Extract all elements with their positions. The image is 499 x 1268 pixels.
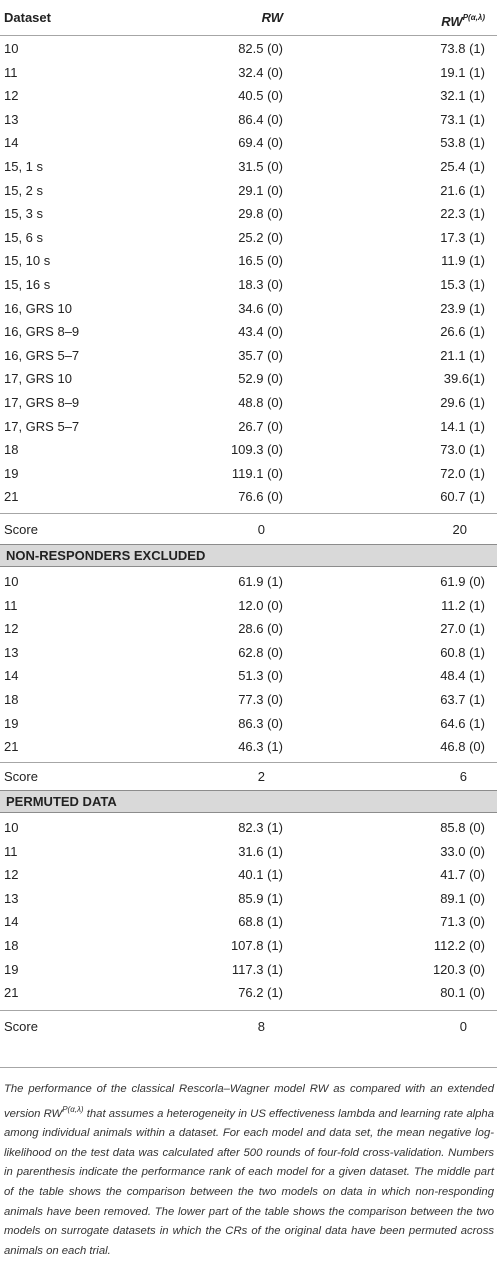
cell-dataset: 17, GRS 5–7 — [4, 418, 80, 434]
score3-rule — [0, 1010, 497, 1011]
table-row — [0, 85, 497, 106]
table-row — [0, 274, 497, 295]
cell-rw: 34.6 (0) — [238, 300, 283, 316]
table-row — [0, 463, 497, 484]
cell-rw-extended: 20 — [452, 522, 467, 537]
cell-rw: 0 — [257, 522, 265, 537]
cell-rw-extended: 25.4 (1) — [440, 159, 485, 174]
cell-rw: 68.8 (1) — [238, 914, 283, 930]
cell-rw: 2 — [257, 769, 265, 784]
cell-dataset: 17, GRS 8–9 — [4, 395, 80, 410]
cell-rw-extended: 33.0 (0) — [440, 843, 485, 859]
cell-rw: 26.7 (0) — [238, 418, 283, 434]
score1-rule — [0, 513, 497, 514]
cell-rw: 25.2 (0) — [238, 229, 283, 245]
cell-rw: 62.8 (0) — [238, 644, 283, 660]
header-rw: RW — [261, 10, 283, 25]
cell-dataset: 15, 1 s — [4, 159, 44, 174]
table-row — [0, 982, 497, 1003]
cell-rw-extended: 11.9 (1) — [441, 253, 485, 269]
table-row — [0, 439, 497, 460]
header-rw-extended: $RW^{P(\alpha,\lambda)}$ — [441, 13, 485, 29]
cell-rw: 86.3 (0) — [238, 715, 283, 731]
cell-rw-extended: 46.8 (0) — [440, 739, 485, 755]
cell-rw: 76.2 (1) — [238, 985, 283, 1001]
cell-dataset: 21 — [4, 489, 19, 505]
cell-dataset: 19 — [4, 465, 19, 481]
table-row — [0, 416, 497, 437]
cell-rw-extended: 29.6 (1) — [440, 395, 485, 410]
table-row — [0, 38, 497, 59]
cell-rw-extended: 112.2 (0) — [433, 938, 485, 953]
cell-rw: 31.5 (0) — [238, 159, 283, 174]
cell-rw: 31.6 (1) — [238, 843, 283, 859]
cell-dataset: 16, GRS 8–9 — [4, 324, 80, 340]
cell-rw: 69.4 (0) — [238, 135, 283, 151]
section-title-nonresponders: NON-RESPONDERS EXCLUDED — [6, 548, 206, 563]
cell-rw-extended: 89.1 (0) — [440, 890, 485, 906]
cell-rw-extended: 32.1 (1) — [440, 88, 485, 104]
cell-dataset: 21 — [4, 739, 19, 755]
cell-dataset: 15, 3 s — [4, 206, 44, 222]
cell-rw: 76.6 (0) — [238, 489, 283, 505]
cell-dataset: 11 — [4, 597, 18, 613]
cell-rw-extended: 6 — [459, 769, 467, 784]
section-band-nonresponders — [0, 544, 497, 567]
table-row — [0, 888, 497, 909]
cell-rw-extended: 71.3 (0) — [440, 914, 485, 930]
cell-rw-extended: 80.1 (0) — [440, 985, 485, 1001]
table-row — [0, 132, 497, 153]
table-row — [0, 618, 497, 639]
header-rule — [0, 35, 497, 36]
cell-rw-extended: 73.1 (1) — [440, 111, 485, 127]
cell-rw-extended: 64.6 (1) — [440, 715, 485, 731]
cell-rw: 82.5 (0) — [238, 41, 283, 56]
cell-dataset: 15, 6 s — [4, 229, 44, 245]
cell-rw-extended: 39.6(1) — [443, 371, 485, 387]
cell-rw: 29.1 (0) — [238, 182, 283, 198]
cell-rw: 86.4 (0) — [238, 111, 283, 127]
cell-dataset: Score — [4, 1019, 38, 1034]
cell-rw: 32.4 (0) — [238, 64, 283, 80]
cell-rw: 85.9 (1) — [238, 890, 283, 906]
table-row — [0, 665, 497, 686]
cell-dataset: 15, 16 s — [4, 277, 51, 292]
cell-dataset: 10 — [4, 574, 19, 589]
cell-rw-extended: 15.3 (1) — [440, 277, 485, 292]
cell-dataset: 14 — [4, 668, 19, 684]
cell-rw: 46.3 (1) — [238, 739, 283, 755]
cell-rw-extended: 63.7 (1) — [440, 692, 485, 707]
cell-rw-extended: 19.1 (1) — [440, 64, 485, 80]
cell-rw-extended: 41.7 (0) — [440, 867, 485, 883]
cell-rw-extended: 27.0 (1) — [440, 621, 485, 637]
table-row — [0, 109, 497, 130]
cell-dataset: 10 — [4, 820, 19, 835]
cell-rw: 109.3 (0) — [230, 442, 283, 458]
cell-rw-extended: 0 — [459, 1019, 467, 1034]
cell-rw-extended: 23.9 (1) — [440, 300, 485, 316]
score-row — [0, 1016, 497, 1037]
section-band-permuted — [0, 790, 497, 813]
cell-rw: 40.5 (0) — [238, 88, 283, 104]
cell-dataset: Score — [4, 522, 38, 537]
table-row — [0, 817, 497, 838]
cell-rw: 35.7 (0) — [238, 347, 283, 363]
cell-rw: 107.8 (1) — [230, 938, 283, 953]
table-row — [0, 298, 497, 319]
cell-dataset: 11 — [4, 843, 18, 859]
cell-rw-extended: 73.0 (1) — [440, 442, 485, 458]
table-row — [0, 642, 497, 663]
cell-dataset: 13 — [4, 890, 19, 906]
cell-dataset: 12 — [4, 867, 19, 883]
table-row — [0, 180, 497, 201]
cell-dataset: 12 — [4, 88, 19, 104]
cell-dataset: 11 — [4, 64, 18, 80]
table-row — [0, 203, 497, 224]
cell-rw-extended: 72.0 (1) — [440, 465, 485, 481]
cell-dataset: 15, 2 s — [4, 182, 44, 198]
table-row — [0, 864, 497, 885]
cell-rw-extended: 21.1 (1) — [440, 347, 485, 363]
cell-dataset: 18 — [4, 938, 19, 953]
cell-rw-extended: 73.8 (1) — [440, 41, 485, 56]
table-row — [0, 935, 497, 956]
cell-rw-extended: 11.2 (1) — [441, 597, 485, 613]
cell-rw: 48.8 (0) — [238, 395, 283, 410]
cell-rw-extended: 60.7 (1) — [440, 489, 485, 505]
table-row — [0, 156, 497, 177]
cell-rw-extended: 85.8 (0) — [440, 820, 485, 835]
table-header-row — [0, 7, 497, 28]
cell-rw: 12.0 (0) — [238, 597, 283, 613]
cell-dataset: 18 — [4, 442, 19, 458]
cell-dataset: 14 — [4, 135, 19, 151]
cell-rw: 28.6 (0) — [238, 621, 283, 637]
cell-dataset: 16, GRS 5–7 — [4, 347, 80, 363]
table-row — [0, 321, 497, 342]
score-row — [0, 519, 497, 540]
cell-rw-extended: 60.8 (1) — [440, 644, 485, 660]
cell-dataset: 15, 10 s — [4, 253, 51, 269]
table-row — [0, 689, 497, 710]
table-row — [0, 62, 497, 83]
cell-rw-extended: 53.8 (1) — [440, 135, 485, 151]
cell-rw: 16.5 (0) — [238, 253, 283, 269]
cell-rw-extended: 21.6 (1) — [440, 182, 485, 198]
score2-rule — [0, 762, 497, 763]
table-caption: The performance of the classical Rescorla–Wagner model RW as compared with an extended version $RW^{P(\alpha,\lambda)}$ that assumes a heterogeneity in US effectiveness lambda and learning rate alpha among individual animals within a dataset. For each model and data set, the mean negative log-likelihood on the test data was calculated after 500 rounds of four-fold cross-validation. Numbers in parenthesis indicate the performance rank of each model for a given dataset. The middle part of the table shows the comparison between the two models on data in which non-responding animals have been removed. The lower part of the table shows the comparison between the two models on surrogate datasets in which the CRs of the original data have been permuted across animals on each trial. — [4, 1083, 494, 1257]
cell-rw: 29.8 (0) — [238, 206, 283, 222]
cell-rw: 51.3 (0) — [238, 668, 283, 684]
table-row — [0, 250, 497, 271]
section-title-permuted: PERMUTED DATA — [6, 794, 117, 809]
table-row — [0, 571, 497, 592]
table-row — [0, 368, 497, 389]
cell-rw-extended: 22.3 (1) — [440, 206, 485, 222]
cell-dataset: 14 — [4, 914, 19, 930]
cell-dataset: 13 — [4, 644, 19, 660]
cell-rw-extended: 61.9 (0) — [440, 574, 485, 589]
score-row — [0, 766, 497, 787]
table-row — [0, 595, 497, 616]
cell-rw: 61.9 (1) — [238, 574, 283, 589]
cell-rw: 77.3 (0) — [238, 692, 283, 707]
table-row — [0, 486, 497, 507]
cell-rw: 43.4 (0) — [238, 324, 283, 340]
cell-rw-extended: 26.6 (1) — [440, 324, 485, 340]
cell-dataset: 17, GRS 10 — [4, 371, 72, 387]
table-row — [0, 392, 497, 413]
cell-dataset: 21 — [4, 985, 19, 1001]
cell-rw: 119.1 (0) — [231, 465, 283, 481]
table-row — [0, 345, 497, 366]
table-row — [0, 713, 497, 734]
cell-rw: 82.3 (1) — [238, 820, 283, 835]
header-dataset: Dataset — [4, 10, 51, 25]
cell-dataset: 18 — [4, 692, 19, 707]
cell-dataset: 16, GRS 10 — [4, 300, 72, 316]
cell-rw-extended: 120.3 (0) — [432, 961, 485, 977]
cell-rw-extended: 14.1 (1) — [440, 418, 485, 434]
cell-rw: 40.1 (1) — [238, 867, 283, 883]
cell-dataset: 10 — [4, 41, 19, 56]
cell-dataset: 19 — [4, 961, 19, 977]
table-row — [0, 911, 497, 932]
table-row — [0, 959, 497, 980]
cell-rw: 18.3 (0) — [238, 277, 283, 292]
cell-rw: 117.3 (1) — [231, 961, 283, 977]
cell-dataset: 12 — [4, 621, 19, 637]
cell-dataset: Score — [4, 769, 38, 784]
cell-rw: 8 — [257, 1019, 265, 1034]
cell-rw-extended: 17.3 (1) — [440, 229, 485, 245]
table-row — [0, 227, 497, 248]
cell-rw: 52.9 (0) — [238, 371, 283, 387]
table-row — [0, 841, 497, 862]
cell-dataset: 13 — [4, 111, 19, 127]
cell-rw-extended: 48.4 (1) — [440, 668, 485, 684]
table-bottom-rule — [0, 1067, 497, 1068]
cell-dataset: 19 — [4, 715, 19, 731]
table-row — [0, 736, 497, 757]
